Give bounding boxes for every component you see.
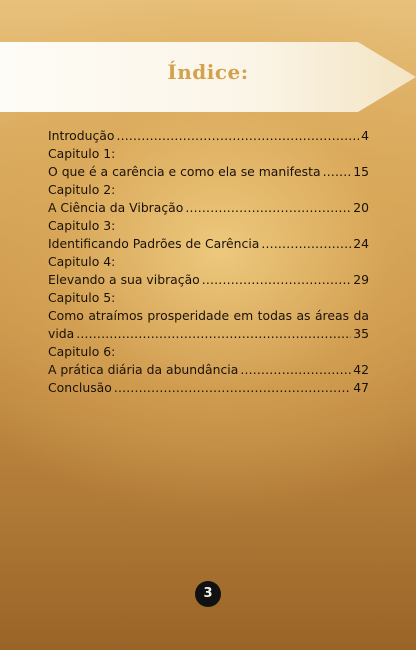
title-banner	[0, 42, 416, 112]
chapter-heading-4: Capitulo 4:	[48, 254, 116, 269]
word: as	[296, 308, 311, 323]
dot-leader	[240, 361, 351, 379]
toc-entry-page: 42	[353, 362, 369, 377]
word: em	[233, 308, 254, 323]
chapter-heading-3: Capitulo 3:	[48, 218, 116, 233]
toc-entry-conclusion[interactable]	[48, 379, 369, 397]
toc-entry-label: Conclusão	[48, 380, 112, 395]
toc-entry-introduction[interactable]	[48, 127, 369, 145]
word: prosperidade	[147, 308, 230, 323]
toc-entry-page: 20	[353, 200, 369, 215]
toc-entry-chapter-6[interactable]	[48, 361, 369, 379]
word: áreas	[314, 308, 350, 323]
page-title: Índice:	[167, 60, 249, 84]
toc-entry-chapter-4[interactable]	[48, 271, 369, 289]
toc-entry-page: 24	[353, 236, 369, 251]
toc-entry-chapter-3[interactable]	[48, 235, 369, 253]
toc-entry-page: 29	[353, 272, 369, 287]
dot-leader	[323, 163, 352, 181]
dot-leader	[185, 199, 351, 217]
toc-entry-chapter-5-line-2[interactable]	[48, 325, 369, 343]
toc-entry-label: O que é a carência e como ela se manifesta	[48, 164, 321, 179]
toc-entry-label: Elevando a sua vibração	[48, 272, 200, 287]
dot-leader	[261, 235, 351, 253]
toc-entry-chapter-1[interactable]	[48, 163, 369, 181]
word: atraímos	[88, 308, 143, 323]
toc-entry-label: A Ciência da Vibração	[48, 200, 184, 215]
toc-entry-page: 4	[361, 128, 369, 143]
table-of-contents	[48, 127, 369, 397]
chapter-heading-2: Capitulo 2:	[48, 182, 116, 197]
word: todas	[257, 308, 293, 323]
toc-entry-page: 15	[353, 164, 369, 179]
toc-entry-chapter-2[interactable]	[48, 199, 369, 217]
chapter-heading-1: Capitulo 1:	[48, 146, 116, 161]
toc-entry-chapter-5-line-1[interactable]	[48, 307, 369, 325]
dot-leader	[116, 127, 359, 145]
toc-entry-page: 35	[353, 326, 369, 341]
page-number-badge: 3	[195, 581, 221, 607]
toc-entry-label: Identificando Padrões de Carência	[48, 236, 260, 251]
word: da	[353, 308, 369, 323]
word: Como	[48, 308, 84, 323]
chapter-heading-6: Capitulo 6:	[48, 344, 116, 359]
dot-leader	[114, 379, 351, 397]
chapter-heading-5: Capitulo 5:	[48, 290, 116, 305]
toc-entry-page: 47	[353, 380, 369, 395]
toc-entry-label: vida	[48, 326, 75, 341]
toc-entry-label: A prática diária da abundância	[48, 362, 239, 377]
toc-entry-label: Introdução	[48, 128, 115, 143]
dot-leader	[76, 325, 351, 343]
dot-leader	[202, 271, 351, 289]
